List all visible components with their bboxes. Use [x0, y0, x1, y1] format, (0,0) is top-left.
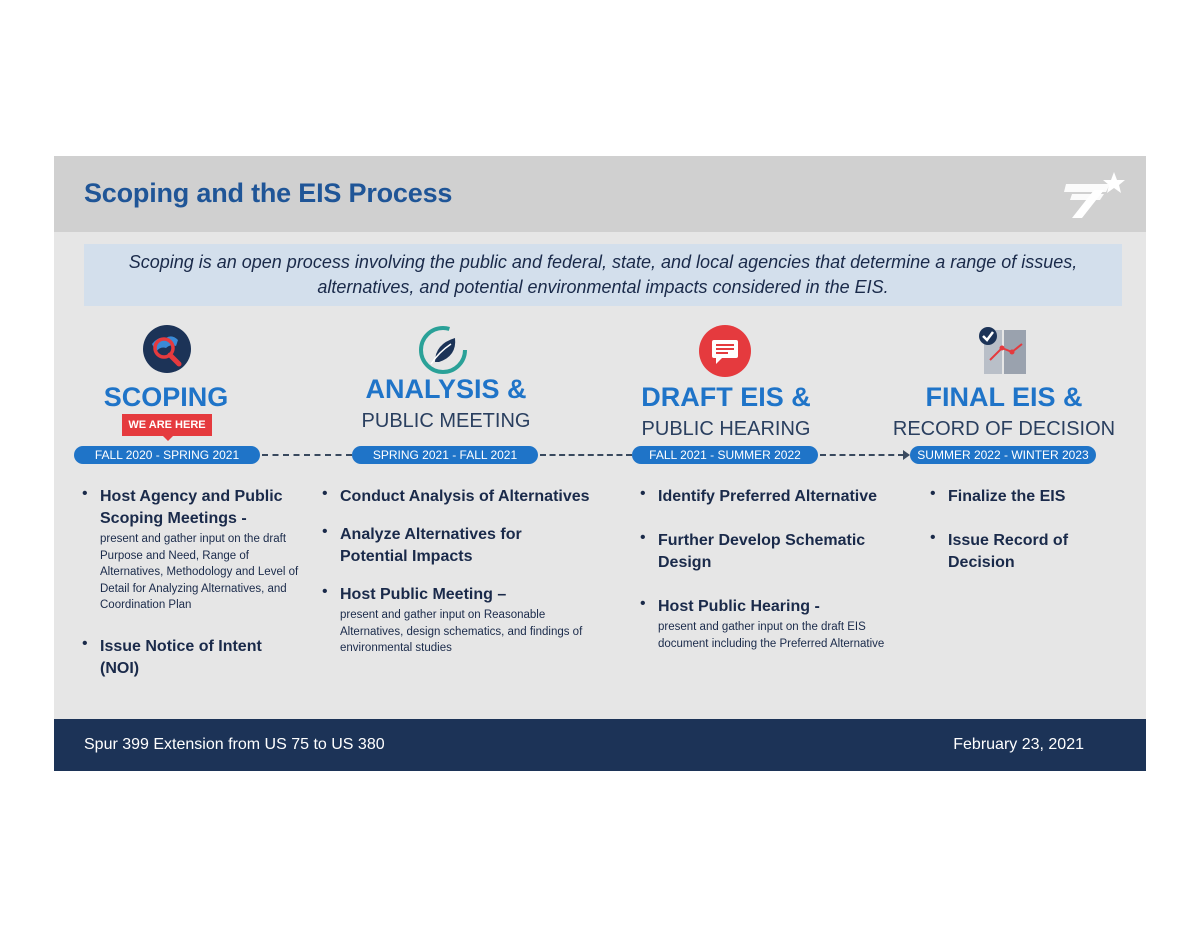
list-item: • Issue Notice of Intent (NOI): [82, 636, 302, 680]
timeline-connector: [262, 454, 352, 456]
column-scoping: [82, 486, 302, 680]
header-bar: [54, 156, 1146, 232]
phase-title-analysis: ANALYSIS &: [365, 374, 527, 404]
date-pill-analysis: SPRING 2021 - FALL 2021: [352, 446, 538, 464]
phase-subtitle-analysis: PUBLIC MEETING: [361, 410, 531, 432]
timeline-arrow-icon: [903, 450, 910, 460]
project-name: Spur 399 Extension from US 75 to US 380: [84, 736, 385, 753]
list-item: • Conduct Analysis of Alternatives: [322, 486, 592, 508]
phase-title-draft-eis: DRAFT EIS &: [641, 382, 811, 412]
phase-title-final-eis: FINAL EIS &: [925, 382, 1083, 412]
slide: [54, 156, 1146, 771]
column-final-eis: [930, 486, 1120, 574]
checkmark-chart-icon: [976, 324, 1032, 376]
list-item: • Host Public Hearing - present and gather input on the draft EIS document including the Preferred Alternative: [640, 596, 890, 652]
phase-subtitle-draft-eis: PUBLIC HEARING: [641, 418, 811, 440]
leaf-icon: [417, 324, 469, 376]
page-title: Scoping and the EIS Process: [84, 178, 453, 208]
list-item: • Analyze Alternatives for Potential Impacts: [322, 524, 592, 568]
timeline-connector: [540, 454, 632, 456]
intro-callout: Scoping is an open process involving the public and federal, state, and local agencies that determine a range of issues, alternatives, and potential environmental impacts considered in the EIS.: [84, 244, 1122, 306]
date-pill-draft-eis: FALL 2021 - SUMMER 2022: [632, 446, 818, 464]
timeline-connector: [820, 454, 904, 456]
date-pill-scoping: FALL 2020 - SPRING 2021: [74, 446, 260, 464]
phase-subtitle-final-eis: RECORD OF DECISION: [892, 418, 1116, 440]
date-pill-final-eis: SUMMER 2022 - WINTER 2023: [910, 446, 1096, 464]
column-analysis: [322, 486, 592, 657]
phase-title-scoping: SCOPING: [103, 382, 229, 412]
list-item: • Further Develop Schematic Design: [640, 530, 890, 574]
we-are-here-badge: WE ARE HERE: [122, 414, 212, 436]
badge-pointer: [162, 435, 174, 441]
txdot-logo-icon: [1058, 168, 1128, 220]
footer-bar: [54, 719, 1146, 771]
globe-magnifier-icon: [142, 324, 192, 374]
list-item: • Issue Record of Decision: [930, 530, 1120, 574]
presentation-date: February 23, 2021: [953, 736, 1084, 753]
list-item: • Host Agency and Public Scoping Meetings - present and gather input on the draft Purpose and Need, Range of Alternatives, Methodology and Level of Detail for Analyzing Alternatives, and Coordination Plan: [82, 486, 302, 614]
list-item: • Finalize the EIS: [930, 486, 1120, 508]
column-draft-eis: [640, 486, 890, 652]
speech-bubble-icon: [698, 324, 752, 378]
list-item: • Host Public Meeting – present and gather input on Reasonable Alternatives, design schematics, and findings of environmental studies: [322, 584, 592, 657]
list-item: • Identify Preferred Alternative: [640, 486, 890, 508]
